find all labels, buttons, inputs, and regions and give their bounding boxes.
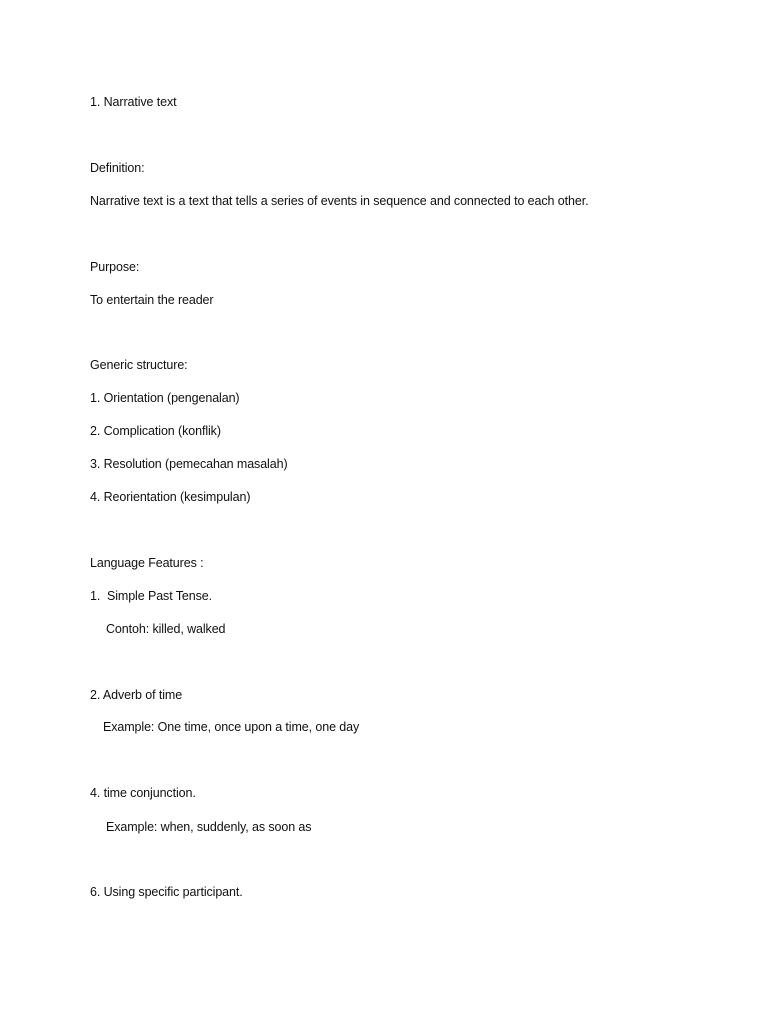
feature-example: Contoh: killed, walked (106, 622, 226, 636)
purpose-label: Purpose: (90, 260, 140, 274)
features-label: Language Features : (90, 556, 204, 570)
structure-item: 1. Orientation (pengenalan) (90, 391, 240, 405)
feature-example: Example: One time, once upon a time, one day (103, 720, 360, 734)
definition-label: Definition: (90, 161, 145, 175)
purpose-text: To entertain the reader (90, 293, 214, 307)
feature-title: 4. time conjunction. (90, 786, 196, 800)
definition-text: Narrative text is a text that tells a series of events in sequence and connected to each other. (90, 194, 589, 208)
feature-title: 1. Simple Past Tense. (90, 589, 212, 603)
structure-label: Generic structure: (90, 358, 188, 372)
structure-item: 4. Reorientation (kesimpulan) (90, 490, 251, 504)
document-heading: 1. Narrative text (90, 95, 177, 109)
feature-title: 6. Using specific participant. (90, 885, 243, 899)
structure-item: 3. Resolution (pemecahan masalah) (90, 457, 288, 471)
feature-example: Example: when, suddenly, as soon as (106, 820, 312, 834)
feature-title: 2. Adverb of time (90, 688, 183, 702)
structure-item: 2. Complication (konflik) (90, 424, 221, 438)
